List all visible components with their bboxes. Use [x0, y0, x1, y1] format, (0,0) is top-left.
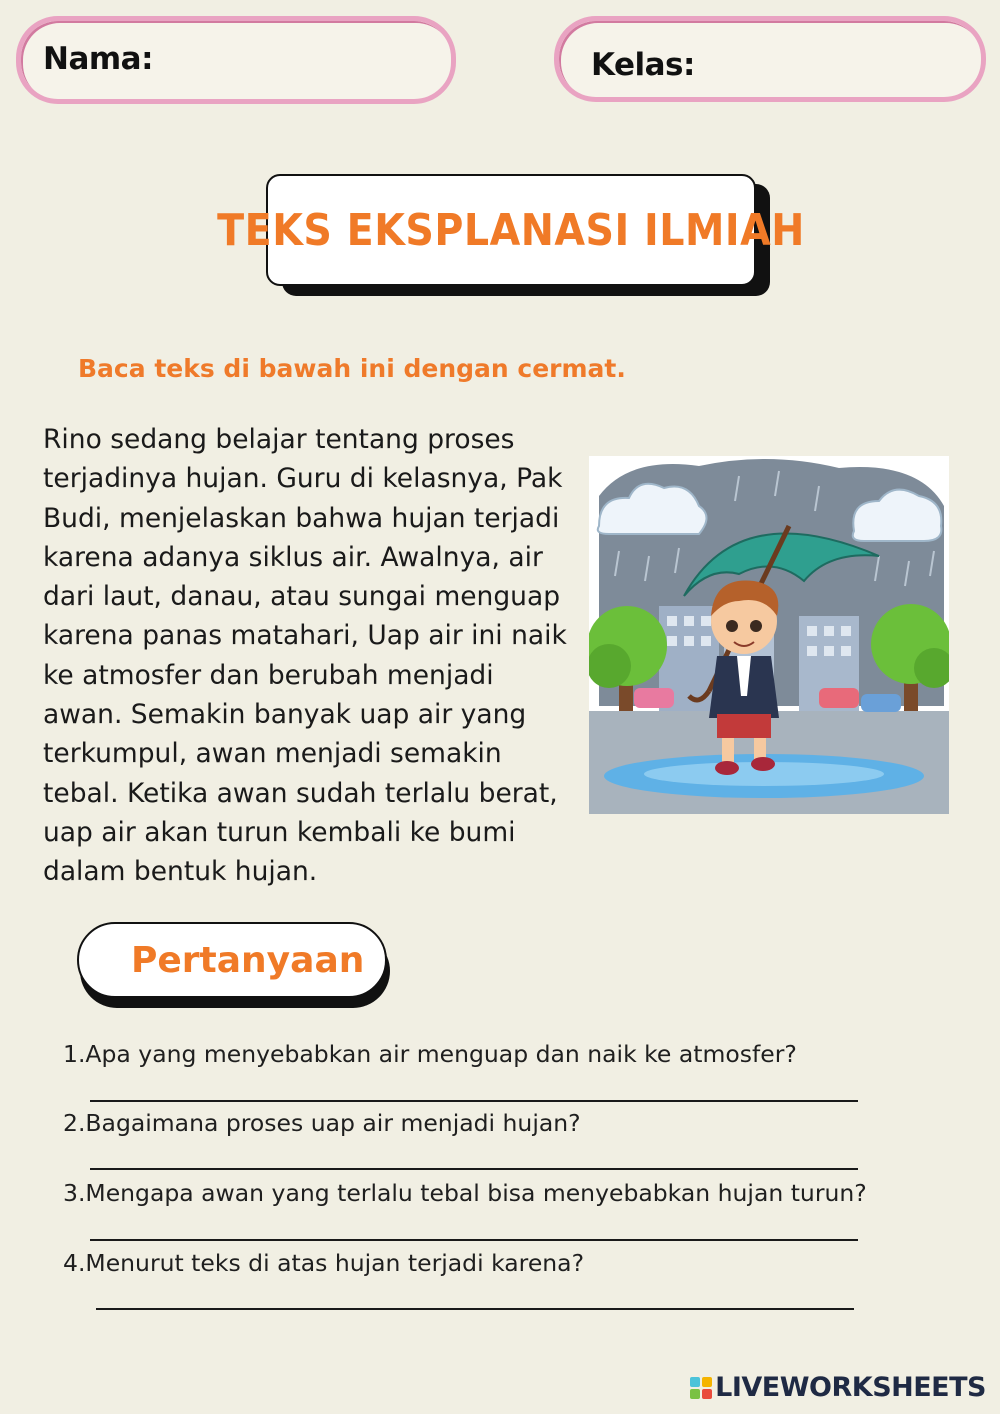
logo-square: [702, 1377, 712, 1387]
page-title: TEKS EKSPLANASI ILMIAH: [217, 204, 805, 256]
rain-boy-illustration: [589, 456, 949, 814]
questions-heading: Pertanyaan: [131, 940, 365, 981]
passage-line: ke atmosfer dan berubah menjadi: [43, 659, 494, 691]
passage-line: dalam bentuk hujan.: [43, 856, 318, 888]
name-input[interactable]: [151, 31, 427, 89]
class-input[interactable]: [689, 31, 957, 87]
answer-input-3[interactable]: [90, 1207, 858, 1239]
passage-line: karena adanya siklus air. Awalnya, air: [43, 541, 543, 573]
answer-line-2[interactable]: [90, 1168, 858, 1170]
questions-heading-box: [77, 922, 387, 998]
passage-line: tebal. Ketika awan sudah terlalu berat,: [43, 777, 558, 809]
answer-input-4[interactable]: [96, 1276, 854, 1308]
logo-square: [690, 1377, 700, 1387]
answer-input-2[interactable]: [90, 1136, 858, 1168]
passage-line: terkumpul, awan menjadi semakin: [43, 738, 502, 770]
title-box: [217, 174, 805, 286]
class-field-box[interactable]: [554, 16, 986, 102]
name-label: Nama:: [43, 41, 153, 77]
question-4: 4.Menurut teks di atas hujan terjadi karena?: [63, 1249, 585, 1277]
logo-square: [702, 1389, 712, 1399]
logo-square: [690, 1389, 700, 1399]
passage-line: awan. Semakin banyak uap air yang: [43, 699, 527, 731]
instruction-text: Baca teks di bawah ini dengan cermat.: [78, 354, 626, 383]
brand-name: LIVEWORKSHEETS: [715, 1372, 986, 1403]
passage-line: terjadinya hujan. Guru di kelasnya, Pak: [43, 463, 563, 495]
rain-scene-svg: [589, 456, 949, 814]
reading-passage: [43, 420, 573, 892]
passage-line: uap air akan turun kembali ke bumi: [43, 816, 516, 848]
passage-line: Rino sedang belajar tentang proses: [43, 424, 515, 455]
answer-line-1[interactable]: [90, 1100, 858, 1102]
question-3: 3.Mengapa awan yang terlalu tebal bisa menyebabkan hujan turun?: [63, 1179, 867, 1207]
class-label: Kelas:: [591, 47, 695, 83]
question-1: 1.Apa yang menyebabkan air menguap dan naik ke atmosfer?: [63, 1040, 797, 1068]
question-2: 2.Bagaimana proses uap air menjadi hujan?: [63, 1109, 581, 1137]
answer-line-3[interactable]: [90, 1239, 858, 1241]
passage-line: dari laut, danau, atau sungai menguap: [43, 581, 561, 613]
name-field-box[interactable]: [16, 16, 456, 104]
answer-input-1[interactable]: [90, 1068, 858, 1100]
liveworksheets-logo-icon: [690, 1377, 712, 1399]
passage-line: Budi, menjelaskan bahwa hujan terjadi: [43, 502, 560, 534]
passage-line: karena panas matahari, Uap air ini naik: [43, 620, 567, 652]
liveworksheets-brand: [690, 1372, 986, 1403]
answer-line-4[interactable]: [96, 1308, 854, 1310]
